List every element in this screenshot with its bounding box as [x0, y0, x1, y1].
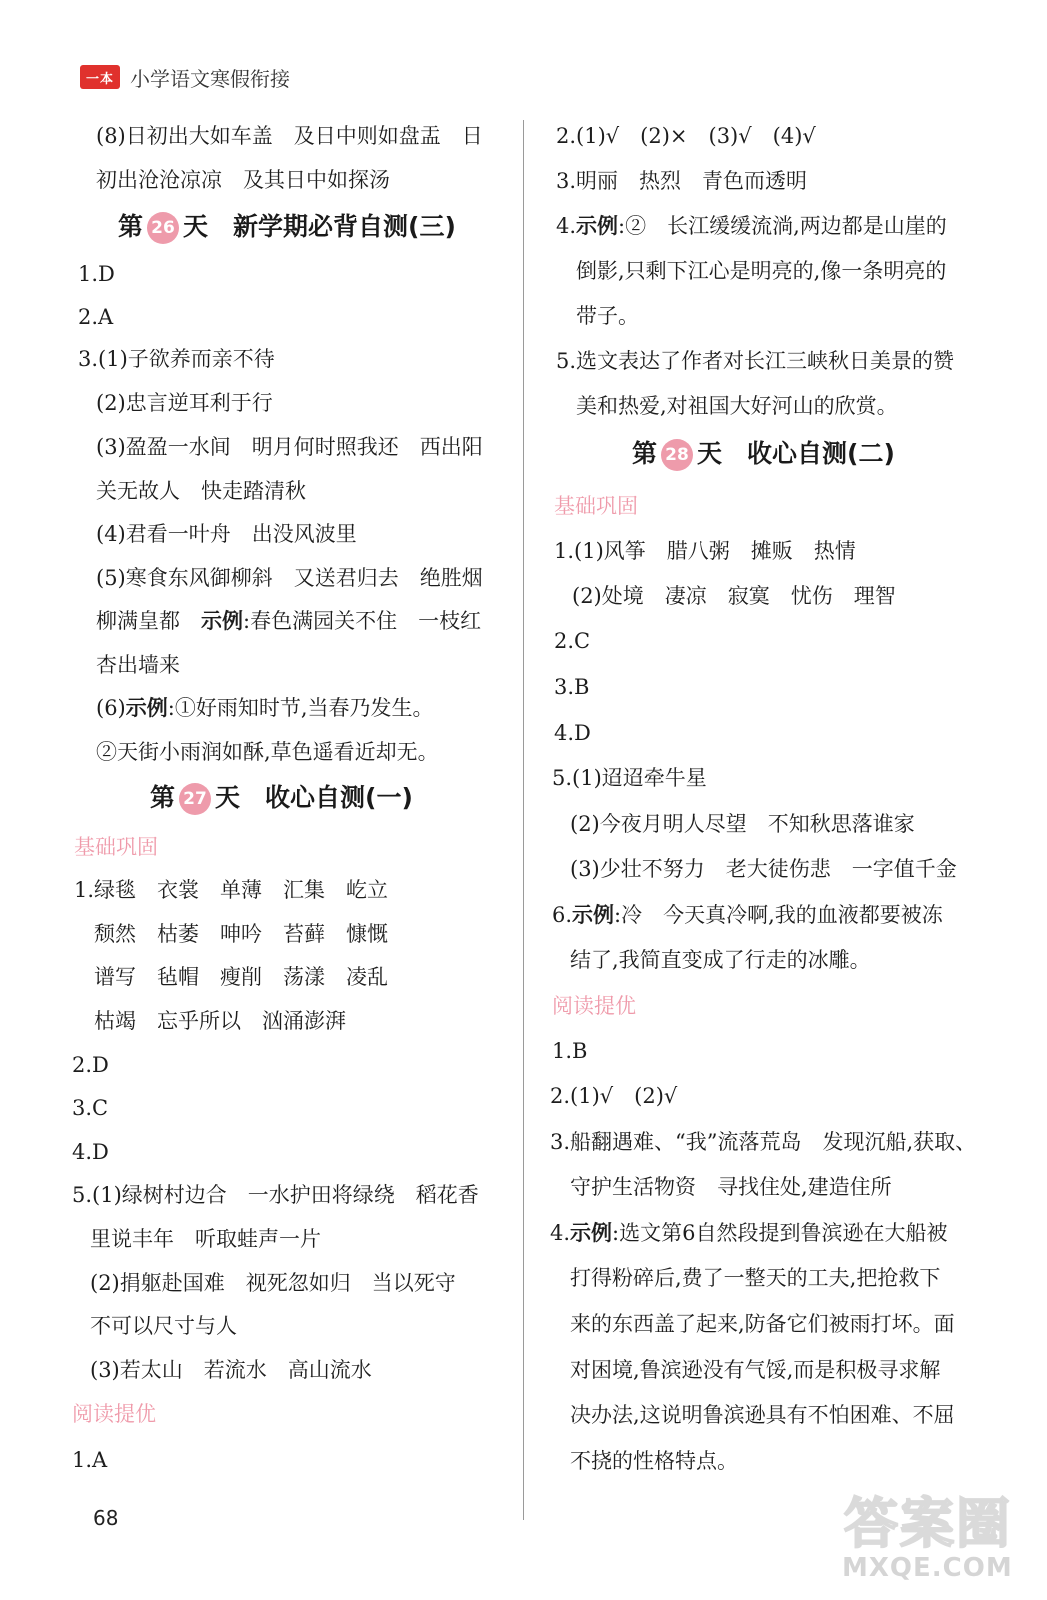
answer-line: (6)示例:①好雨知时节,当春乃发生。 — [96, 696, 434, 720]
answer-line: 4.示例:② 长江缓缓流淌,两边都是山崖的 — [556, 214, 947, 238]
answer-line: 4.D — [554, 721, 591, 745]
answer-line: 3.(1)子欲养而亲不待 — [78, 347, 275, 371]
answer-line: (2)处境 凄凉 寂寞 忧伤 理智 — [572, 584, 896, 608]
answer-line: 颓然 枯萎 呻吟 苔藓 慷慨 — [94, 922, 388, 946]
subsection-label: 基础巩固 — [74, 835, 158, 859]
answer-line: 不可以尺寸与人 — [90, 1314, 237, 1338]
answer-line: 杏出墙来 — [96, 653, 180, 677]
answer-line: 里说丰年 听取蛙声一片 — [90, 1227, 321, 1251]
section-title-day28: 第 28 天 收心自测(二) — [632, 439, 895, 471]
answer-line: 3.明丽 热烈 青色而透明 — [556, 169, 808, 193]
answer-line: 决办法,这说明鲁滨逊具有不怕困难、不屈 — [570, 1403, 955, 1427]
answer-line: 1.B — [552, 1039, 588, 1063]
answer-line: 对困境,鲁滨逊没有气馁,而是积极寻求解 — [570, 1358, 941, 1382]
column-divider — [523, 120, 524, 1520]
answer-line: 枯竭 忘乎所以 汹涌澎湃 — [94, 1009, 346, 1033]
subsection-label: 阅读提优 — [552, 994, 636, 1018]
answer-line: (2)忠言逆耳利于行 — [96, 391, 273, 415]
answer-line: ②天街小雨润如酥,草色遥看近却无。 — [96, 740, 439, 764]
answer-line: 美和热爱,对祖国大好河山的欣赏。 — [576, 394, 898, 418]
answer-line: 6.示例:冷 今天真冷啊,我的血液都要被冻 — [552, 903, 943, 927]
answer-line: 2.(1)√ (2)√ — [550, 1084, 678, 1108]
answer-line: 打得粉碎后,费了一整天的工夫,把抢救下 — [570, 1266, 941, 1290]
answer-line: (2)捐躯赴国难 视死忽如归 当以死守 — [90, 1271, 456, 1295]
page-header — [80, 62, 290, 92]
answer-line: (3)若太山 若流水 高山流水 — [90, 1358, 372, 1382]
answer-line: 1.A — [72, 1448, 108, 1472]
subsection-label: 阅读提优 — [72, 1402, 156, 1426]
answer-line: 5.(1)绿树村边合 一水护田将绿绕 稻花香 — [72, 1183, 479, 1207]
page-number: 68 — [93, 1506, 119, 1530]
answer-line: 2.D — [72, 1053, 109, 1077]
answer-line: (8)日初出大如车盖 及日中则如盘盂 日 — [96, 124, 483, 148]
section-title-day26: 第 26 天 新学期必背自测(三) — [118, 212, 456, 244]
answer-line: 3.B — [554, 675, 590, 699]
book-title: 小学语文寒假衔接 — [130, 66, 290, 91]
answer-line: 初出沧沧凉凉 及其日中如探汤 — [96, 168, 390, 192]
subsection-label: 基础巩固 — [554, 494, 638, 518]
answer-line: (2)今夜月明人尽望 不知秋思落谁家 — [570, 812, 915, 836]
answer-line: (3)少壮不努力 老大徒伤悲 一字值千金 — [570, 857, 957, 881]
answer-line: (5)寒食东风御柳斜 又送君归去 绝胜烟 — [96, 566, 483, 590]
answer-line: 5.选文表达了作者对长江三峡秋日美景的赞 — [556, 349, 955, 373]
answer-line: 2.A — [78, 305, 114, 329]
watermark-logo: 答案圈 MXQE.COM — [842, 1492, 1013, 1583]
answer-line: 3.船翻遇难、“我”流落荒岛 发现沉船,获取、 — [550, 1130, 977, 1154]
answer-line: 1.(1)风筝 腊八粥 摊贩 热情 — [554, 539, 856, 563]
answer-line: 1.D — [78, 262, 115, 286]
answer-line: 不挠的性格特点。 — [570, 1449, 738, 1473]
answer-line: 来的东西盖了起来,防备它们被雨打坏。面 — [570, 1312, 955, 1336]
answer-line: 1.绿毯 衣裳 单薄 汇集 屹立 — [74, 878, 389, 902]
answer-line: 5.(1)迢迢牵牛星 — [552, 766, 707, 790]
answer-line: 柳满皇都 示例:春色满园关不住 一枝红 — [96, 609, 482, 633]
day-number-badge: 27 — [179, 783, 211, 815]
section-title-day27: 第 27 天 收心自测(一) — [150, 783, 413, 815]
answer-line: 带子。 — [576, 304, 639, 328]
answer-line: (4)君看一叶舟 出没风波里 — [96, 522, 357, 546]
answer-line: 关无故人 快走踏清秋 — [96, 479, 306, 503]
answer-line: 2.(1)√ (2)× (3)√ (4)√ — [556, 124, 816, 148]
answer-line: 结了,我简直变成了行走的冰雕。 — [570, 948, 871, 972]
day-number-badge: 26 — [147, 212, 179, 244]
answer-line: 谱写 毡帽 瘦削 荡漾 凌乱 — [94, 965, 388, 989]
answer-line: 2.C — [554, 629, 591, 653]
answer-line: 4.D — [72, 1140, 109, 1164]
answer-line: 4.示例:选文第6自然段提到鲁滨逊在大船被 — [550, 1221, 948, 1245]
brand-logo: 一本 — [80, 65, 120, 89]
answer-line: 守护生活物资 寻找住处,建造住所 — [570, 1175, 892, 1199]
answer-line: 3.C — [72, 1096, 109, 1120]
day-number-badge: 28 — [661, 439, 693, 471]
answer-line: 倒影,只剩下江心是明亮的,像一条明亮的 — [576, 259, 947, 283]
answer-line: (3)盈盈一水间 明月何时照我还 西出阳 — [96, 435, 483, 459]
